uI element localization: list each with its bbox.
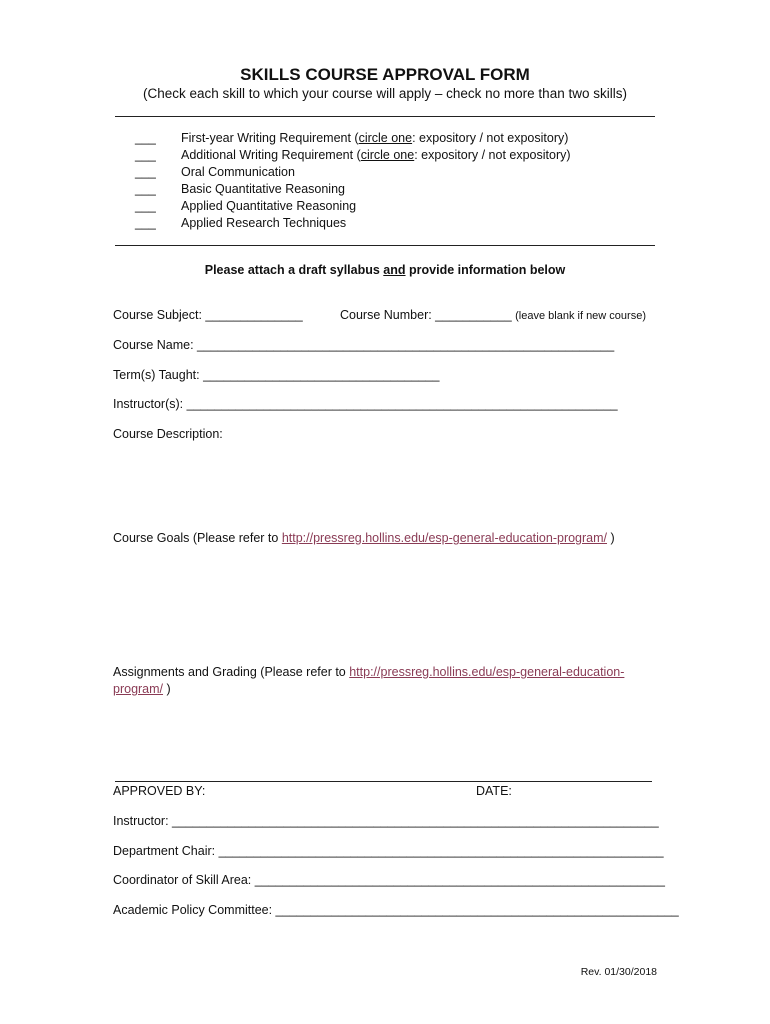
skill-oral-communication: Oral Communication xyxy=(181,165,295,179)
revision-date: Rev. 01/30/2018 xyxy=(580,966,657,978)
coordinator-field[interactable]: Coordinator of Skill Area: ___________________________________________________________ xyxy=(113,873,665,887)
skill-first-year-writing: First-year Writing Requirement (circle one: expository / not expository) xyxy=(181,131,569,145)
skill-blank-1[interactable]: ___ xyxy=(135,131,156,145)
divider-approval xyxy=(115,781,652,782)
assignments-label: Assignments and Grading (Please refer to http://pressreg.hollins.edu/esp-general-education- xyxy=(113,665,625,679)
divider-middle xyxy=(115,245,655,246)
skill-blank-6[interactable]: ___ xyxy=(135,216,156,230)
date-label: DATE: xyxy=(476,784,512,798)
course-description-label: Course Description: xyxy=(113,427,223,441)
skill-blank-5[interactable]: ___ xyxy=(135,199,156,213)
attach-instruction: Please attach a draft syllabus and provide information below xyxy=(204,263,566,277)
instructor-signature-field[interactable]: Instructor: ______________________________________________________________________ xyxy=(113,814,659,828)
terms-taught-field[interactable]: Term(s) Taught: __________________________________ xyxy=(113,368,440,382)
policy-committee-field[interactable]: Academic Policy Committee: __________________________________________________________ xyxy=(113,903,679,917)
skill-blank-3[interactable]: ___ xyxy=(135,165,156,179)
course-number-note: (leave blank if new course) xyxy=(515,310,646,322)
form-subtitle: (Check each skill to which your course will apply – check no more than two skills) xyxy=(143,86,627,101)
course-goals-label: Course Goals (Please refer to http://pressreg.hollins.edu/esp-general-education-program/ ) xyxy=(113,531,615,545)
course-number-field[interactable]: Course Number: ___________ (leave blank if new course) xyxy=(340,308,646,322)
course-name-field[interactable]: Course Name: ____________________________________________________________ xyxy=(113,338,615,352)
skill-additional-writing: Additional Writing Requirement (circle one: expository / not expository) xyxy=(181,148,571,162)
goals-link[interactable]: http://pressreg.hollins.edu/esp-general-education-program/ xyxy=(281,531,608,545)
approved-by-label: APPROVED BY: xyxy=(113,784,206,798)
assignments-link-line2[interactable]: program/ xyxy=(113,682,164,696)
skill-applied-research: Applied Research Techniques xyxy=(181,216,347,230)
course-subject-field[interactable]: Course Subject: ______________ xyxy=(113,308,303,322)
instructors-field[interactable]: Instructor(s): ______________________________________________________________ xyxy=(113,397,618,411)
department-chair-field[interactable]: Department Chair: ________________________________________________________________ xyxy=(113,844,664,858)
skill-blank-2[interactable]: ___ xyxy=(135,148,156,162)
form-title: SKILLS COURSE APPROVAL FORM xyxy=(240,65,530,84)
assignments-link-line1[interactable]: http://pressreg.hollins.edu/esp-general-education- xyxy=(349,665,625,679)
assignments-label-line2: program/ ) xyxy=(113,682,171,696)
skill-blank-4[interactable]: ___ xyxy=(135,182,156,196)
skill-applied-quantitative: Applied Quantitative Reasoning xyxy=(181,199,357,213)
skill-basic-quantitative: Basic Quantitative Reasoning xyxy=(181,182,345,196)
divider-top xyxy=(115,116,655,117)
